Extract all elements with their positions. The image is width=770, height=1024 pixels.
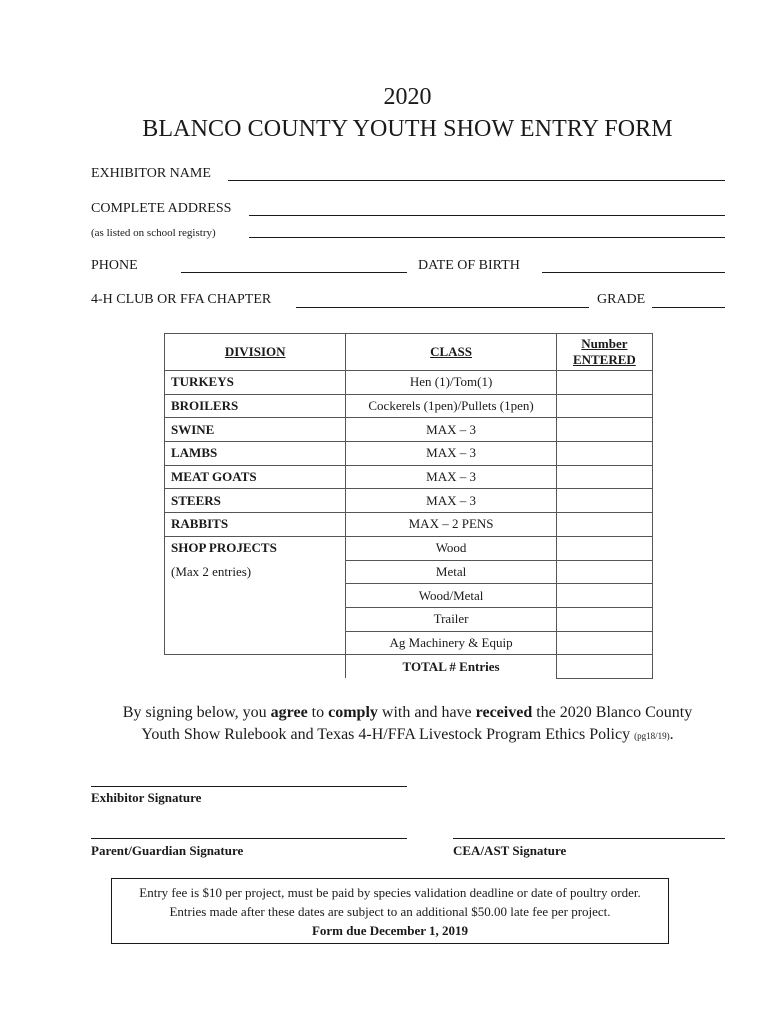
agreement-text: to — [307, 704, 329, 721]
address-field-line2[interactable] — [249, 237, 725, 238]
class-cell: Cockerels (1pen)/Pullets (1pen) — [346, 394, 556, 418]
agreement-statement — [0, 702, 770, 747]
class-cell: Hen (1)/Tom(1) — [346, 371, 556, 395]
cea-signature-line[interactable] — [453, 838, 725, 839]
number-entered-input[interactable] — [556, 536, 652, 560]
parent-signature-line[interactable] — [91, 838, 407, 839]
table-header-row — [165, 334, 653, 371]
exhibitor-name-label: EXHIBITOR NAME — [91, 166, 211, 181]
table-row — [165, 560, 653, 584]
division-cell: TURKEYS — [165, 371, 346, 395]
division-cell — [165, 607, 346, 631]
table-row — [165, 418, 653, 442]
division-cell: BROILERS — [165, 394, 346, 418]
class-cell: Wood — [346, 536, 556, 560]
phone-label: PHONE — [91, 258, 138, 273]
class-cell: MAX – 3 — [346, 418, 556, 442]
chapter-label: 4-H CLUB OR FFA CHAPTER — [91, 292, 272, 307]
agreement-text: with and have — [377, 704, 476, 721]
form-title: BLANCO COUNTY YOUTH SHOW ENTRY FORM — [142, 116, 673, 142]
number-header-line1: Number — [581, 336, 628, 351]
agreement-emphasis-received: received — [475, 704, 533, 721]
class-cell: MAX – 3 — [346, 465, 556, 489]
number-entered-input[interactable] — [556, 560, 652, 584]
total-label: TOTAL # Entries — [346, 655, 556, 679]
division-cell: SHOP PROJECTS — [165, 536, 346, 560]
division-cell: RABBITS — [165, 513, 346, 537]
division-header: DIVISION — [165, 334, 346, 371]
class-header: CLASS — [346, 334, 556, 371]
dob-field[interactable] — [542, 272, 725, 273]
number-header-line2: ENTERED — [572, 352, 636, 367]
dob-label: DATE OF BIRTH — [418, 258, 520, 273]
division-cell: LAMBS — [165, 442, 346, 466]
agreement-page-ref: (pg18/19) — [634, 731, 670, 741]
table-row — [165, 631, 653, 655]
parent-signature-label: Parent/Guardian Signature — [91, 843, 244, 858]
entries-table — [164, 333, 653, 679]
number-entered-input[interactable] — [556, 465, 652, 489]
class-cell: Metal — [346, 560, 556, 584]
class-cell: Ag Machinery & Equip — [346, 631, 556, 655]
address-field-line1[interactable] — [249, 215, 725, 216]
number-entered-input[interactable] — [556, 371, 652, 395]
exhibitor-signature-label: Exhibitor Signature — [91, 790, 202, 805]
table-row — [165, 536, 653, 560]
form-due-date: Form due December 1, 2019 — [311, 923, 469, 938]
division-cell: MEAT GOATS — [165, 465, 346, 489]
number-entered-input[interactable] — [556, 631, 652, 655]
class-cell: Wood/Metal — [346, 584, 556, 608]
division-cell — [165, 584, 346, 608]
fee-line2: Entries made after these dates are subject to an additional $50.00 late fee per project. — [169, 904, 611, 919]
table-row — [165, 513, 653, 537]
address-note: (as listed on school registry) — [91, 227, 216, 239]
form-year: 2020 — [383, 84, 432, 110]
number-entered-input[interactable] — [556, 607, 652, 631]
agreement-emphasis-comply: comply — [328, 704, 378, 721]
table-row — [165, 489, 653, 513]
table-row — [165, 584, 653, 608]
number-entered-input[interactable] — [556, 418, 652, 442]
table-row — [165, 394, 653, 418]
fee-line1: Entry fee is $10 per project, must be paid by species validation deadline or date of poultry order. — [139, 885, 641, 900]
agreement-emphasis-agree: agree — [270, 704, 308, 721]
division-note: (Max 2 entries) — [165, 560, 346, 584]
table-row — [165, 371, 653, 395]
agreement-text-line2: Youth Show Rulebook and Texas 4-H/FFA Livestock Program Ethics Policy — [141, 726, 635, 743]
exhibitor-name-field[interactable] — [228, 180, 725, 181]
number-entered-input[interactable] — [556, 584, 652, 608]
number-entered-input[interactable] — [556, 513, 652, 537]
cea-signature-label: CEA/AST Signature — [453, 843, 567, 858]
agreement-text: By signing below, you — [122, 704, 271, 721]
number-entered-header — [556, 334, 652, 371]
agreement-text: the 2020 Blanco County — [532, 704, 693, 721]
class-cell: Trailer — [346, 607, 556, 631]
number-entered-input[interactable] — [556, 394, 652, 418]
grade-field[interactable] — [652, 307, 725, 308]
phone-field[interactable] — [181, 272, 407, 273]
class-cell: MAX – 2 PENS — [346, 513, 556, 537]
division-cell: STEERS — [165, 489, 346, 513]
table-row — [165, 465, 653, 489]
class-cell: MAX – 3 — [346, 489, 556, 513]
agreement-period: . — [669, 726, 674, 743]
grade-label: GRADE — [597, 292, 646, 307]
class-cell: MAX – 3 — [346, 442, 556, 466]
table-total-row — [165, 655, 653, 679]
number-entered-input[interactable] — [556, 489, 652, 513]
chapter-field[interactable] — [296, 307, 589, 308]
number-entered-input[interactable] — [556, 442, 652, 466]
address-label: COMPLETE ADDRESS — [91, 201, 232, 216]
empty-cell — [165, 655, 346, 679]
division-cell — [165, 631, 346, 655]
total-entries-input[interactable] — [556, 655, 652, 679]
exhibitor-signature-line[interactable] — [91, 786, 407, 787]
table-row — [165, 442, 653, 466]
division-cell: SWINE — [165, 418, 346, 442]
entry-fee-box — [111, 878, 669, 944]
table-row — [165, 607, 653, 631]
